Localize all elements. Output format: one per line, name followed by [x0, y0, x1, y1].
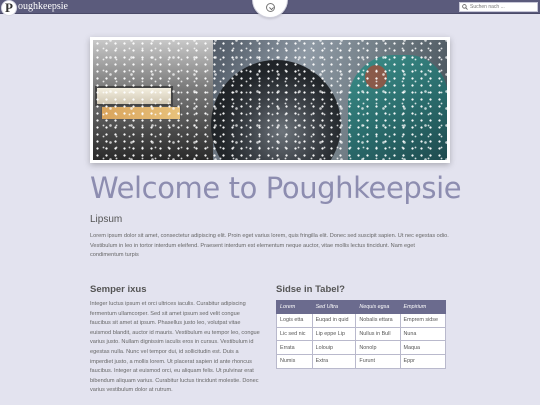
table-cell: Maqua	[400, 341, 445, 355]
table-cell: Errata	[277, 341, 313, 355]
table-cell: Euqad in quid	[312, 314, 356, 328]
table-cell: Furunt	[356, 355, 400, 369]
table-header-row	[277, 301, 446, 314]
table-cell: Numis	[277, 355, 313, 369]
chevron-down-icon[interactable]	[266, 3, 275, 12]
table-row	[277, 341, 446, 355]
hero-image-frame	[90, 37, 450, 163]
site-logo[interactable]: P	[1, 0, 17, 16]
section-heading-lipsum: Lipsum	[90, 214, 123, 225]
column-header: Empirium	[400, 301, 445, 314]
table-cell: Nobalis ettara	[356, 314, 400, 328]
section-heading-semper: Semper ixus	[90, 284, 147, 295]
column-header: Sed Ultra	[312, 301, 356, 314]
table-row	[277, 327, 446, 341]
table-cell: Emprem sidse	[400, 314, 445, 328]
intro-paragraph: Lorem ipsum dolor sit amet, consectetur adipiscing elit. Proin eget varius lorem, quis fringilla elit. Donec sed suscipit sapien. Ut nec egestas odio. Vestibulum in leo in tortor interdum eleifend. Praesent interdum est elementum neque auctor, vitae mollis lectus tincidunt. Nam eget condimentum turpis	[90, 233, 449, 259]
table-row	[277, 355, 446, 369]
search-input[interactable]	[470, 3, 536, 11]
data-table	[276, 300, 446, 369]
page-title: Welcome to Poughkeepsie	[90, 171, 462, 205]
search-box[interactable]	[459, 2, 538, 12]
left-paragraph: Integer luctus ipsum et orci ultrices iaculis. Curabitur adipiscing fermentum ullamcorper. Sed sit amet ipsum sed velit congue faucibus sit amet at ipsum. Phasellus justo leo, volutpat vitae euismod blandit, auctor id mauris. Vestibulum eu tempor leo, congue varius justo. Nullam dignissim iaculis eros in cursus. Vestibulum id egestas nulla. Nunc vel tempor dui, id sollicitudin est. Duis a imperdiet justo, a mollis lorem. Ut placerat sapien id ante rhoncus faucibus. Integer at euismod orci, eu aliquam felis. Ut pulvinar erat bibendum aliquam varius. Curabitur luctus tincidunt molestie. Donec varius vestibulum dolor at rutrum.	[90, 301, 260, 394]
hero-image	[93, 40, 447, 160]
table-cell: Nonolp	[356, 341, 400, 355]
column-header: Lorem	[277, 301, 313, 314]
table-cell: Eppr	[400, 355, 445, 369]
table-cell: Nuna	[400, 327, 445, 341]
table-cell: Lic sed nic	[277, 327, 313, 341]
site-name[interactable]: oughkeepsie	[18, 1, 68, 12]
snowfall	[93, 40, 447, 160]
table-cell: Lip eppe Lip	[312, 327, 356, 341]
table-row	[277, 314, 446, 328]
table-cell: Extra	[312, 355, 356, 369]
table-cell: Nullus in Bull	[356, 327, 400, 341]
section-heading-table: Sidse in Tabel?	[276, 284, 345, 295]
table-cell: Logis etta	[277, 314, 313, 328]
search-icon	[462, 4, 468, 10]
table-cell: Lolouip	[312, 341, 356, 355]
menu-toggle-tab[interactable]	[252, 0, 288, 18]
column-header: Nequis egsa	[356, 301, 400, 314]
